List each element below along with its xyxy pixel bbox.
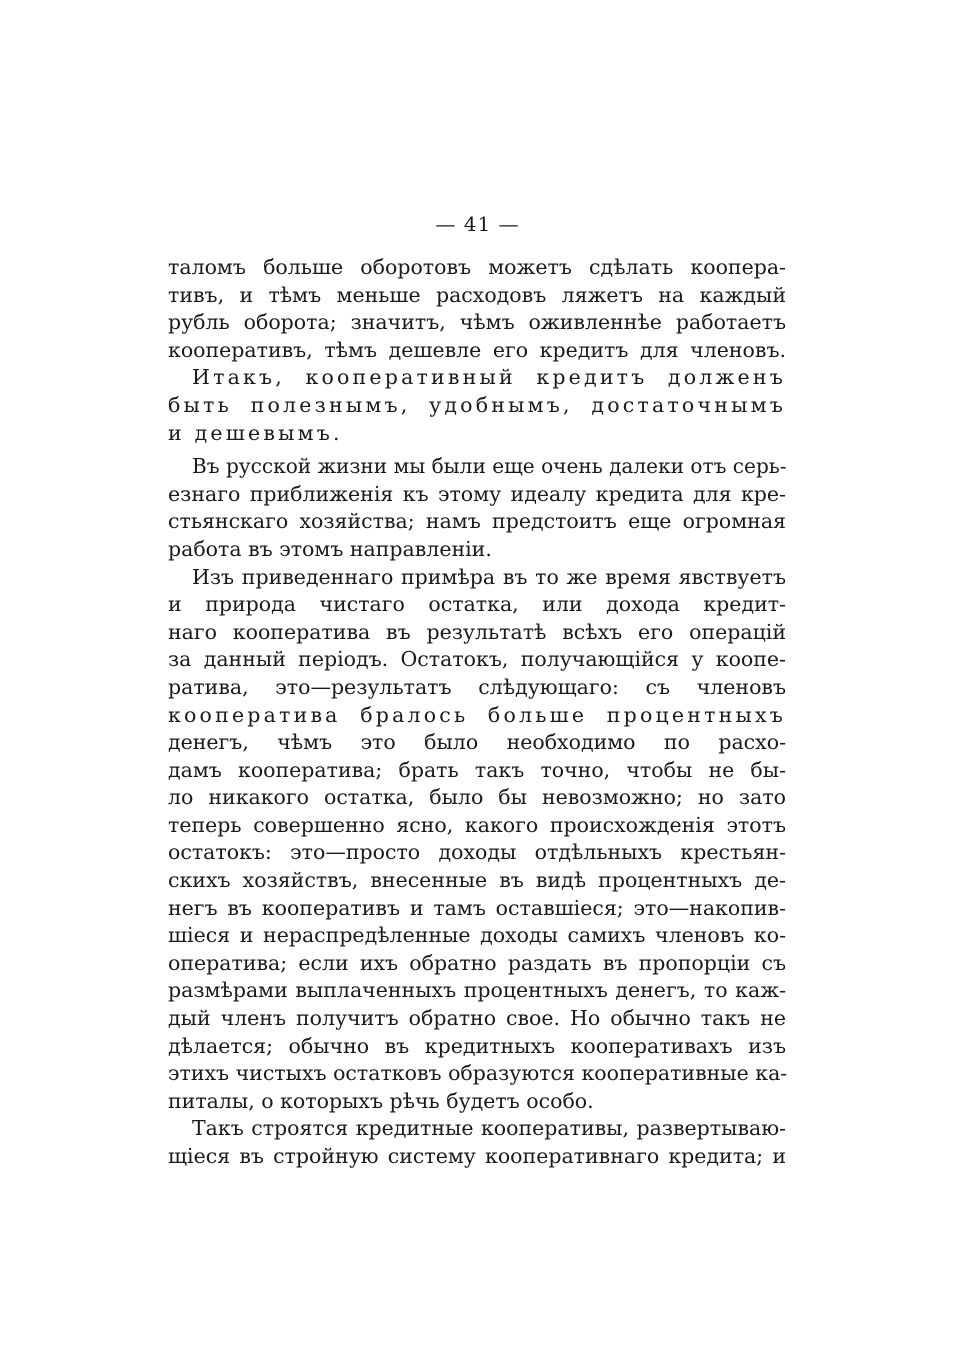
text-line: щіеся въ стройную систему кооперативнаго кредита; и [168,1144,786,1168]
text-line: за данный періодъ. Остатокъ, получающійся у коопе- [168,647,786,672]
text-line: работа въ этомъ направленіи. [168,536,492,561]
paragraph [168,254,786,364]
text-line: этихъ чистыхъ остатковъ образуются кооперативные ка- [168,1061,788,1086]
text-line: Въ русской жизни мы были еще очень далеки отъ серь- [192,454,787,479]
page-number: — 41 — [435,212,520,236]
text-line: и дешевымъ. [168,420,343,445]
text-line: теперь совершенно ясно, какого происхожденія этотъ [168,812,786,837]
text-line: скихъ хозяйствъ, внесенные въ видѣ процентныхъ де- [168,868,786,893]
text-line: дый членъ получитъ обратно свое. Но обычно такъ не [168,1006,786,1031]
text-line: тивъ, и тѣмъ меньше расходовъ ляжетъ на каждый [168,282,786,307]
text-line: ратива, это—результатъ слѣдующаго: съ членовъ [168,674,786,699]
text-line: питалы, о которыхъ рѣчь будетъ особо. [168,1088,594,1113]
text-line: ло никакого остатка, было бы невозможно; но зато [168,785,786,810]
paragraph-emphasis [168,364,786,447]
text-line: и природа чистаго остатка, или дохода кредит- [168,592,786,617]
paragraph [168,564,786,1116]
text-line: дамъ кооператива; брать такъ точно, чтобы не бы- [168,757,786,782]
text-line: таломъ больше оборотовъ можетъ сдѣлать коопера- [168,255,786,279]
text-line: наго кооператива въ результатѣ всѣхъ его операцій [168,619,786,644]
text-line: шіеся и нераспредѣленные доходы самихъ членовъ ко- [168,923,786,948]
text-line: Такъ строятся кредитные кооперативы, развертываю- [192,1116,786,1141]
text-line: Итакъ, кооперативный кредитъ долженъ [192,365,786,390]
text-line: размѣрами выплаченныхъ процентныхъ денегъ, то каж- [168,978,786,1003]
text-line: кооперативъ, тѣмъ дешевле его кредитъ для членовъ. [168,337,786,362]
text-line: рубль оборота; значитъ, чѣмъ оживленнѣе работаетъ [168,310,786,335]
text-line: быть полезнымъ, удобнымъ, достаточнымъ [168,392,786,417]
text-line: стьянскаго хозяйства; намъ предстоитъ еще огромная [168,509,786,534]
text-line: Изъ приведеннаго примѣра въ то же время явствуетъ [192,564,786,589]
paragraph [168,453,786,563]
text-line: негъ въ кооперативъ и тамъ оставшіеся; это—накопив- [168,895,786,920]
text-line: остатокъ: это—просто доходы отдѣльныхъ крестьян- [168,840,786,865]
text-line: езнаго приближенія къ этому идеалу кредита для кре- [168,481,786,506]
paragraph [168,1115,786,1170]
text-line: кооператива бралось больше процентныхъ [168,702,786,727]
text-line: денегъ, чѣмъ это было необходимо по расхо- [168,730,786,755]
text-line: оператива; если ихъ обратно раздать въ пропорціи съ [168,950,786,975]
text-line: дѣлается; обычно въ кредитныхъ кооперативахъ изъ [168,1033,786,1058]
page-body [168,254,786,1171]
